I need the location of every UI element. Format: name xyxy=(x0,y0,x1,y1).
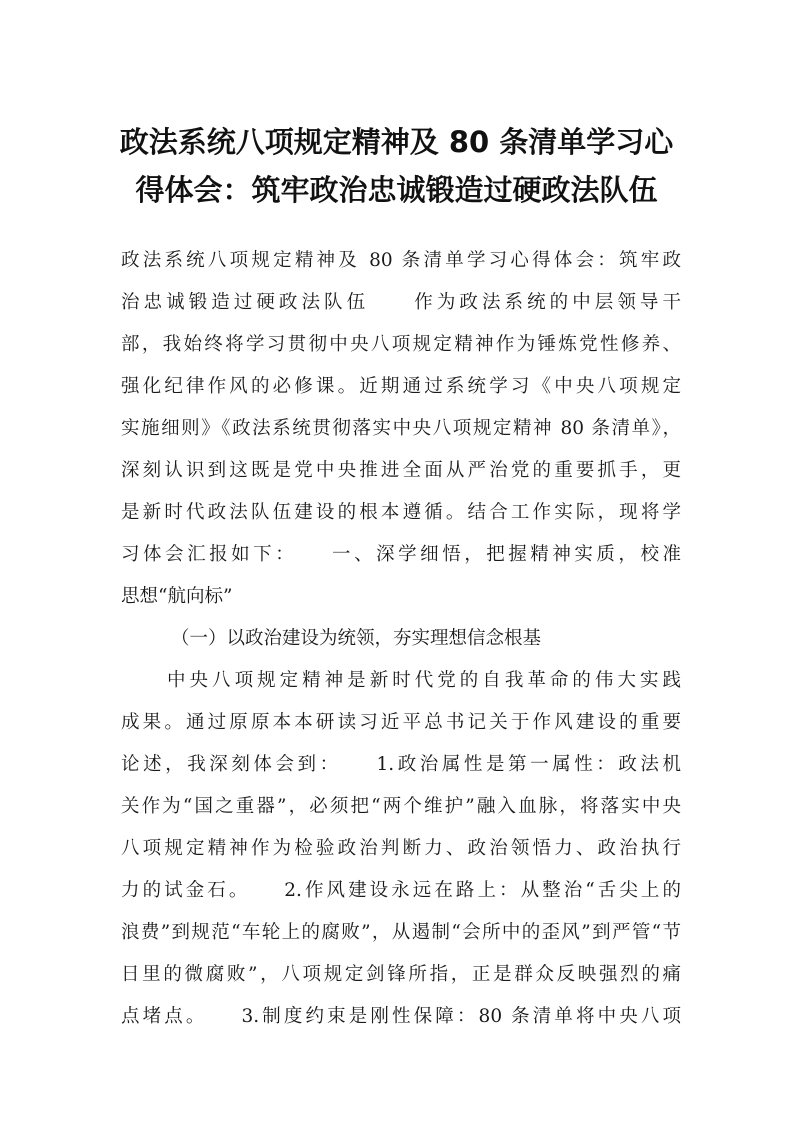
body-line: 思想“航向标” xyxy=(121,586,233,607)
body-line: 成果。通过原原本本研读习近平总书记关于作风建设的重要 xyxy=(121,712,681,733)
body-line: 点堵点。 3.制度约束是刚性保障：80 条清单将中央八项 xyxy=(121,1006,681,1027)
document-title xyxy=(100,118,693,214)
body-line: 政法系统八项规定精神及 80 条清单学习心得体会：筑牢政 xyxy=(121,250,681,271)
body-line: 强化纪律作风的必修课。近期通过系统学习《中央八项规定 xyxy=(121,376,681,397)
body-line: 实施细则》《政法系统贯彻落实中央八项规定精神 80 条清单》， xyxy=(121,418,681,439)
body-line: 浪费”到规范“车轮上的腐败”，从遏制“会所中的歪风”到严管“节 xyxy=(121,922,681,943)
body-line: 八项规定精神作为检验政治判断力、政治领悟力、政治执行 xyxy=(121,838,681,859)
title-line-1: 政法系统八项规定精神及 80 条清单学习心 xyxy=(119,125,674,159)
body-line: 深刻认识到这既是党中央推进全面从严治党的重要抓手，更 xyxy=(121,460,681,481)
title-line-2: 得体会：筑牢政治忠诚锻造过硬政法队伍 xyxy=(135,173,658,207)
document-body xyxy=(121,240,681,1038)
body-line: 论述，我深刻体会到： 1.政治属性是第一属性：政法机 xyxy=(121,754,681,775)
body-line: 力的试金石。 2.作风建设永远在路上：从整治“舌尖上的 xyxy=(121,880,681,901)
section-heading: （一）以政治建设为统领，夯实理想信念根基 xyxy=(171,628,542,649)
body-line: 日里的微腐败”，八项规定剑锋所指，正是群众反映强烈的痛 xyxy=(121,964,681,985)
body-line: 关作为“国之重器”，必须把“两个维护”融入血脉，将落实中央 xyxy=(121,796,681,817)
body-line: 治忠诚锻造过硬政法队伍 作为政法系统的中层领导干 xyxy=(121,292,681,313)
body-line: 是新时代政法队伍建设的根本遵循。结合工作实际，现将学 xyxy=(121,502,681,523)
body-line: 中央八项规定精神是新时代党的自我革命的伟大实践 xyxy=(167,670,681,691)
body-line: 习体会汇报如下： 一、深学细悟，把握精神实质，校准 xyxy=(121,544,681,565)
body-line: 部，我始终将学习贯彻中央八项规定精神作为锤炼党性修养、 xyxy=(121,334,681,355)
